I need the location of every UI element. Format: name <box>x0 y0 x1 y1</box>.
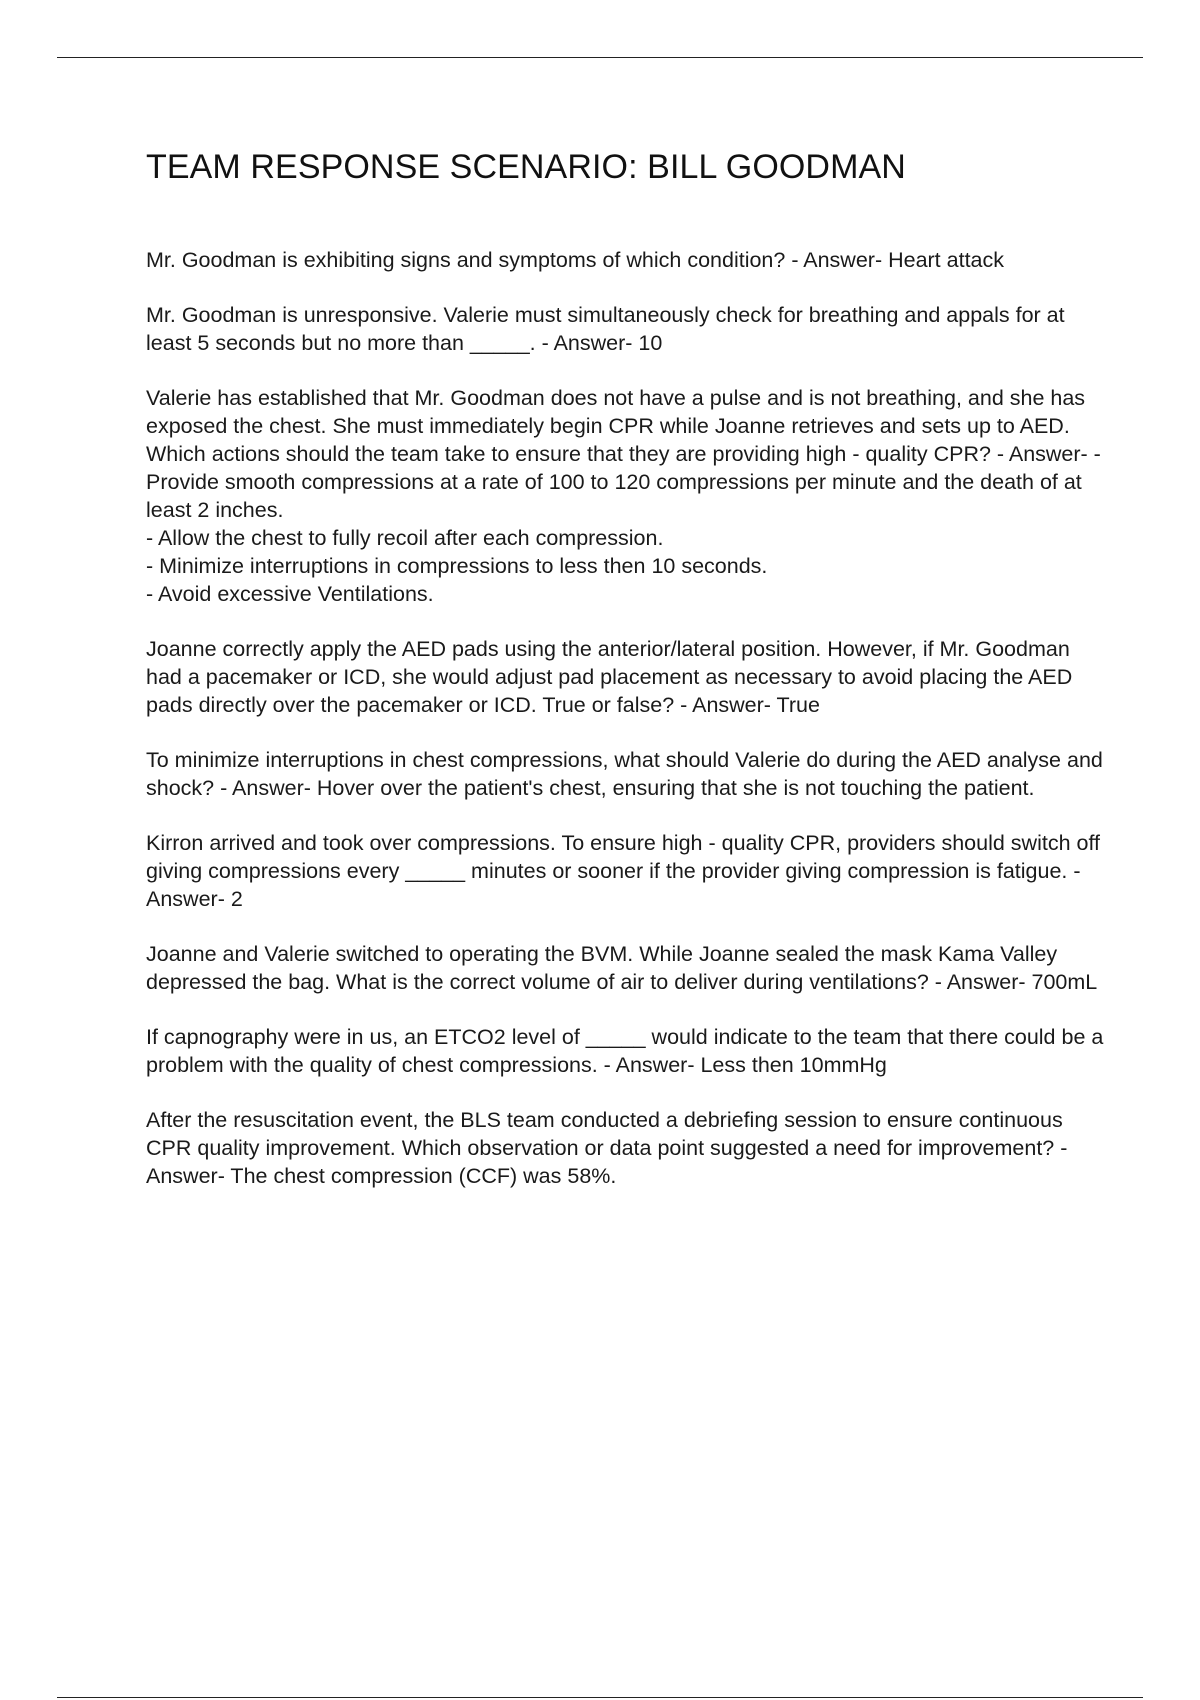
document-page <box>146 138 1106 1217</box>
qa-item-2: Mr. Goodman is unresponsive. Valerie must simultaneously check for breathing and appals for at least 5 seconds but no more than _____. - Answer- 10 <box>146 303 1065 355</box>
qa-item-9: After the resuscitation event, the BLS team conducted a debriefing session to ensure continuous CPR quality improvement. Which observation or data point suggested a need for improvement? - Answer- The chest compression (CCF) was 58%. <box>146 1108 1068 1188</box>
top-divider <box>57 57 1143 58</box>
qa-item-1: Mr. Goodman is exhibiting signs and symptoms of which condition? - Answer- Heart attack <box>146 248 1004 272</box>
qa-item-7: Joanne and Valerie switched to operating the BVM. While Joanne sealed the mask Kama Valley depressed the bag. What is the correct volume of air to deliver during ventilations? - Answer- 700mL <box>146 942 1098 994</box>
qa-item-4: Joanne correctly apply the AED pads using the anterior/lateral position. However, if Mr. Goodman had a pacemaker or ICD, she would adjust pad placement as necessary to avoid placing the AED pads directly over the pacemaker or ICD. True or false? - Answer- True <box>146 637 1073 717</box>
bottom-divider <box>57 1697 1143 1698</box>
qa-item-5: To minimize interruptions in chest compressions, what should Valerie do during the AED analyse and shock? - Answer- Hover over the patient's chest, ensuring that she is not touching the patient. <box>146 748 1103 800</box>
qa-item-3: Valerie has established that Mr. Goodman does not have a pulse and is not breathing, and she has exposed the chest. She must immediately begin CPR while Joanne retrieves and sets up to AED. Which actions should the team take to ensure that they are providing high - quality CPR? - Answer- - Provide smooth compressions at a rate of 100 to 120 compressions per minute and the death of at least 2 inches. - Allow the chest to fully recoil after each compression. - Minimize interruptions in compressions to less then 10 seconds. - Avoid excessive Ventilations. <box>146 386 1101 606</box>
qa-item-6: Kirron arrived and took over compressions. To ensure high - quality CPR, providers should switch off giving compressions every _____ minutes or sooner if the provider giving compression is fatigue. - Answer- 2 <box>146 831 1101 911</box>
qa-item-8: If capnography were in us, an ETCO2 level of _____ would indicate to the team that there could be a problem with the quality of chest compressions. - Answer- Less then 10mmHg <box>146 1025 1104 1077</box>
qa-list <box>146 246 1106 1190</box>
document-title: TEAM RESPONSE SCENARIO: BILL GOODMAN <box>146 148 906 186</box>
